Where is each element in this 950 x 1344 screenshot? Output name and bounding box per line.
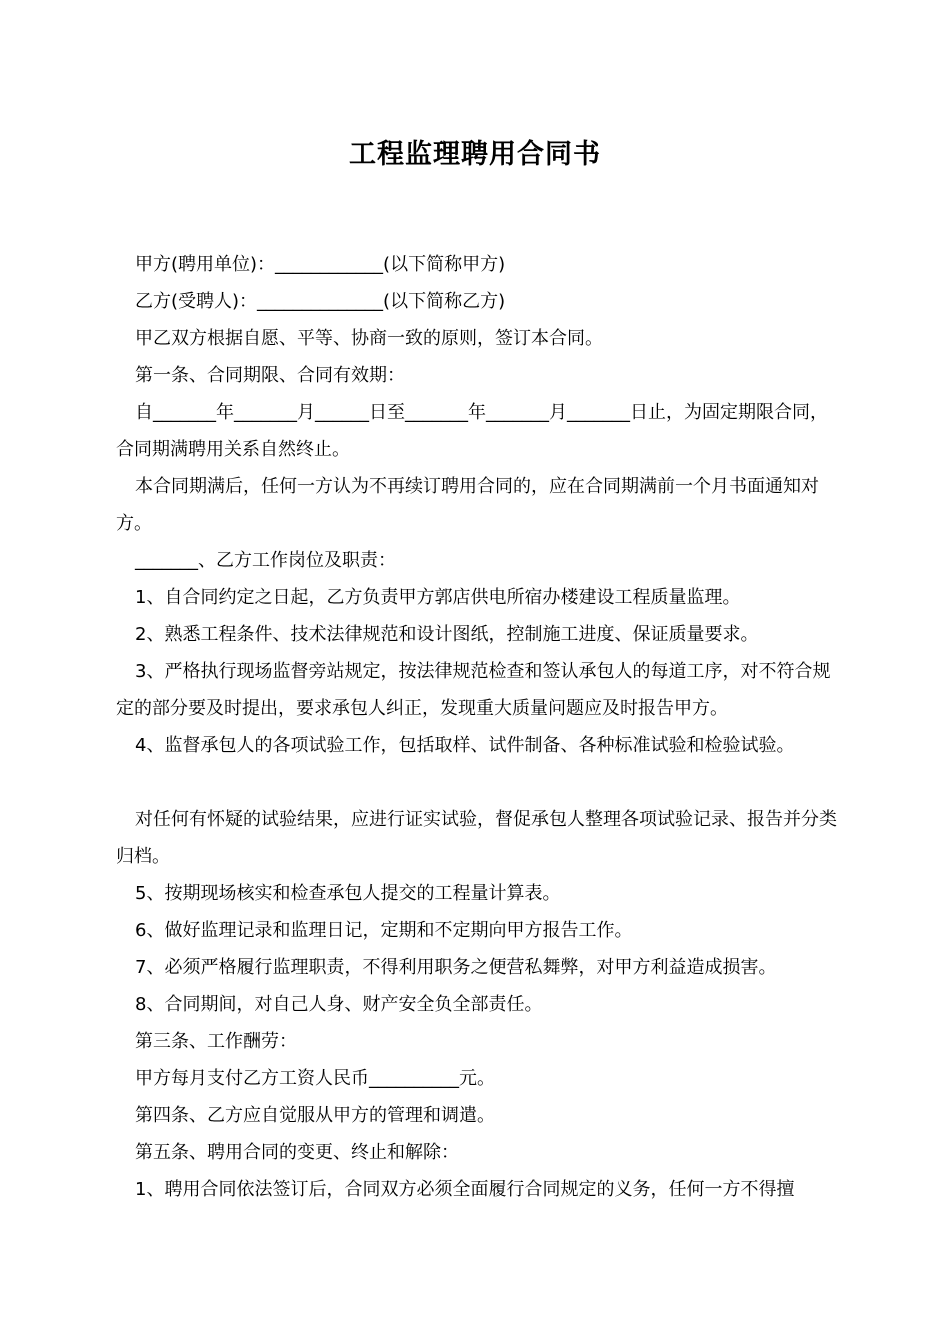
duty-item-7: 7、必须严格履行监理职责，不得利用职务之便营私舞弊，对甲方利益造成损害。	[135, 957, 777, 978]
duty-item-3: 3、严格执行现场监督旁站规定，按法律规范检查和签认承包人的每道工序，对不符合规定的部分要及时提出，要求承包人纠正，发现重大质量问题应及时报告甲方。	[116, 661, 831, 719]
duty-item-1: 1、自合同约定之日起，乙方负责甲方郭店供电所宿办楼建设工程质量监理。	[135, 587, 741, 608]
change-item-1: 1、聘用合同依法签订后，合同双方必须全面履行合同规定的义务，任何一方不得擅	[135, 1179, 795, 1200]
duty-item-4-continued: 对任何有怀疑的试验结果，应进行证实试验，督促承包人整理各项试验记录、报告并分类归档。	[116, 809, 837, 867]
renewal-notice-paragraph: 本合同期满后，任何一方认为不再续订聘用合同的，应在合同期满前一个月书面通知对方。	[116, 476, 819, 534]
article-4-heading: 第四条、乙方应自觉服从甲方的管理和调遣。	[135, 1105, 495, 1126]
article-1-heading: 第一条、合同期限、合同有效期：	[135, 365, 405, 386]
duty-item-5: 5、按期现场核实和检查承包人提交的工程量计算表。	[135, 883, 561, 904]
document-body	[116, 246, 838, 1208]
preamble-paragraph: 甲乙双方根据自愿、平等、协商一致的原则，签订本合同。	[135, 328, 603, 349]
duty-item-6: 6、做好监理记录和监理日记，定期和不定期向甲方报告工作。	[135, 920, 633, 941]
duty-item-8: 8、合同期间，对自己人身、财产安全负全部责任。	[135, 994, 543, 1015]
duty-item-4: 4、监督承包人的各项试验工作，包括取样、试件制备、各种标准试验和检验试验。	[135, 735, 795, 756]
article-3-heading: 第三条、工作酬劳：	[135, 1031, 297, 1052]
duty-item-2: 2、熟悉工程条件、技术法律规范和设计图纸，控制施工进度、保证质量要求。	[135, 624, 759, 645]
party-b-line: 乙方(受聘人)：______________(以下简称乙方)	[135, 291, 506, 312]
document-title: 工程监理聘用合同书	[349, 139, 601, 170]
article-5-heading: 第五条、聘用合同的变更、终止和解除：	[135, 1142, 459, 1163]
paragraph-gap	[116, 764, 838, 801]
article-2-heading: _______、乙方工作岗位及职责：	[135, 550, 396, 571]
party-a-line: 甲方(聘用单位)：____________(以下简称甲方)	[135, 254, 506, 275]
salary-paragraph: 甲方每月支付乙方工资人民币__________元。	[135, 1068, 495, 1089]
contract-term-paragraph: 自_______年_______月______日至_______年_______月_______日止，为固定期限合同，合同期满聘用关系自然终止。	[116, 402, 828, 460]
